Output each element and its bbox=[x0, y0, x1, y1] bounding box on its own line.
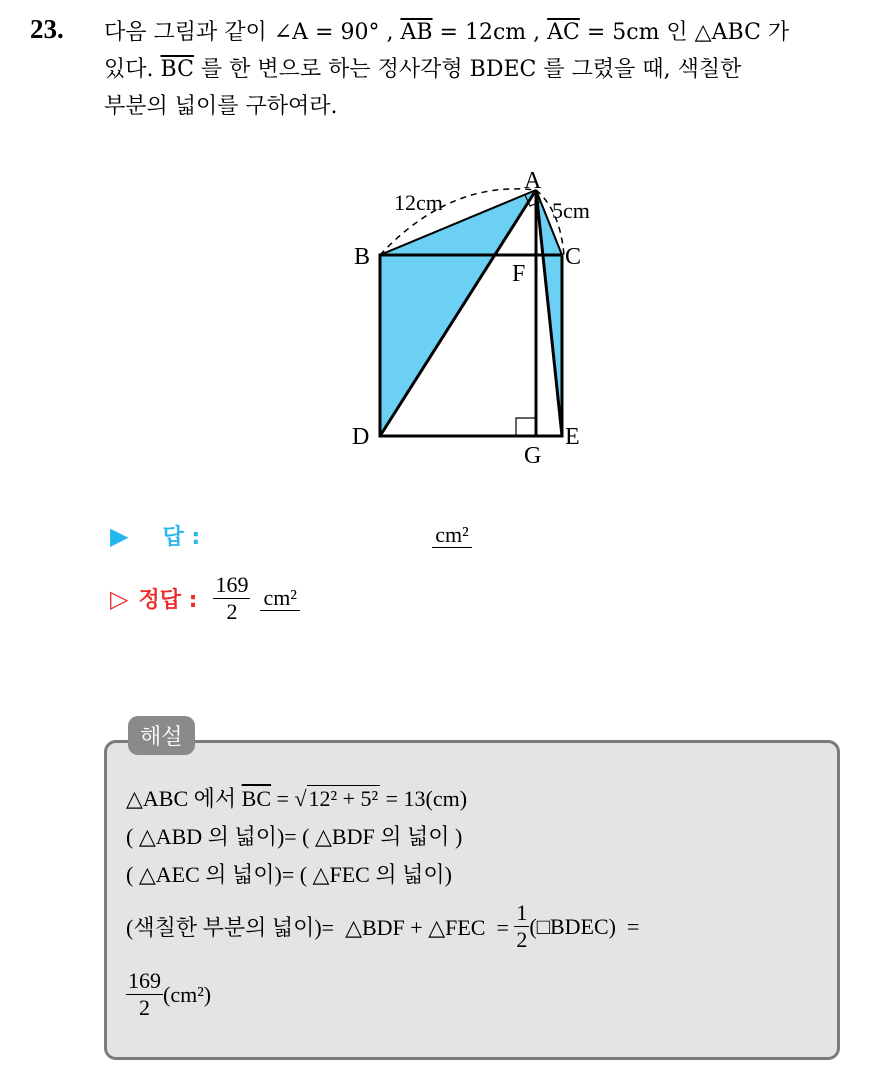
solution-text: △ABC 에서 bbox=[126, 786, 242, 811]
segment-ab: $\overline{AB}$ bbox=[400, 20, 433, 45]
label-f: F bbox=[512, 261, 526, 287]
solution-line-4 bbox=[126, 900, 639, 953]
right-angle-g bbox=[516, 418, 536, 436]
segment-bc: $\overline{BC}$ bbox=[241, 786, 272, 811]
answer-unit: cm² bbox=[432, 523, 471, 548]
problem-number: 23. bbox=[30, 14, 64, 44]
problem-text-part: 를 한 변으로 하는 정사각형 BDEC 를 그렸을 때, 색칠한 bbox=[193, 57, 742, 82]
result-denominator: 2 bbox=[139, 995, 150, 1020]
answer-row bbox=[110, 520, 472, 551]
geometry-figure bbox=[340, 160, 610, 470]
solution-line-3: ( △AEC 의 넓이)= ( △FEC 의 넓이) bbox=[126, 862, 452, 887]
solution-text: (□BDEC) = bbox=[529, 913, 640, 939]
correct-denominator: 2 bbox=[226, 599, 238, 624]
problem-text-part: 다음 그림과 같이 ∠A = 90° , bbox=[104, 20, 401, 45]
label-b: B bbox=[354, 244, 371, 270]
problem-line-3: 부분의 넓이를 구하여라. bbox=[104, 94, 338, 119]
problem-statement bbox=[104, 14, 864, 125]
solution-tab: 해설 bbox=[128, 716, 195, 755]
label-g: G bbox=[524, 443, 542, 469]
correct-unit: cm² bbox=[260, 586, 299, 611]
segment-ac: $\overline{AC}$ bbox=[547, 20, 580, 45]
sqrt-content: 12² + 5² bbox=[308, 786, 379, 811]
solution-text: (색칠한 부분의 넓이)= △BDF + △FEC = bbox=[126, 915, 515, 940]
problem-text-part: 있다. bbox=[104, 57, 161, 82]
solution-text: = √ bbox=[271, 786, 307, 811]
label-ac-length: 5cm bbox=[552, 198, 590, 223]
label-e: E bbox=[565, 424, 580, 450]
label-a: A bbox=[524, 168, 542, 194]
label-ab-length: 12cm bbox=[394, 190, 443, 215]
correct-numerator: 169 bbox=[215, 572, 249, 597]
problem-line-2 bbox=[104, 51, 864, 88]
correct-answer-row bbox=[110, 572, 300, 625]
answer-marker-icon: ▶ bbox=[110, 521, 129, 550]
solution-line-5 bbox=[126, 968, 211, 1021]
problem-line-1 bbox=[104, 14, 864, 51]
half-fraction bbox=[514, 900, 529, 953]
correct-fraction bbox=[213, 572, 250, 625]
label-d: D bbox=[352, 424, 370, 450]
correct-label: 정답 : bbox=[138, 588, 198, 613]
label-c: C bbox=[565, 244, 582, 270]
half-denominator: 2 bbox=[516, 927, 528, 952]
segment-bc: $\overline{BC}$ bbox=[160, 57, 194, 82]
correct-marker-icon: ▷ bbox=[110, 584, 129, 613]
solution-line-2: ( △ABD 의 넓이)= ( △BDF 의 넓이 ) bbox=[126, 824, 463, 849]
result-numerator: 169 bbox=[128, 968, 161, 993]
solution-text: = 13(cm) bbox=[380, 786, 468, 811]
problem-text-part: = 5cm 인 △ABC 가 bbox=[579, 20, 790, 45]
result-unit: (cm²) bbox=[163, 981, 212, 1007]
solution-line-1 bbox=[126, 782, 467, 813]
half-numerator: 1 bbox=[516, 900, 528, 925]
problem-text-part: = 12cm , bbox=[432, 20, 548, 45]
answer-label: 답 : bbox=[162, 525, 201, 550]
result-fraction bbox=[126, 968, 163, 1021]
